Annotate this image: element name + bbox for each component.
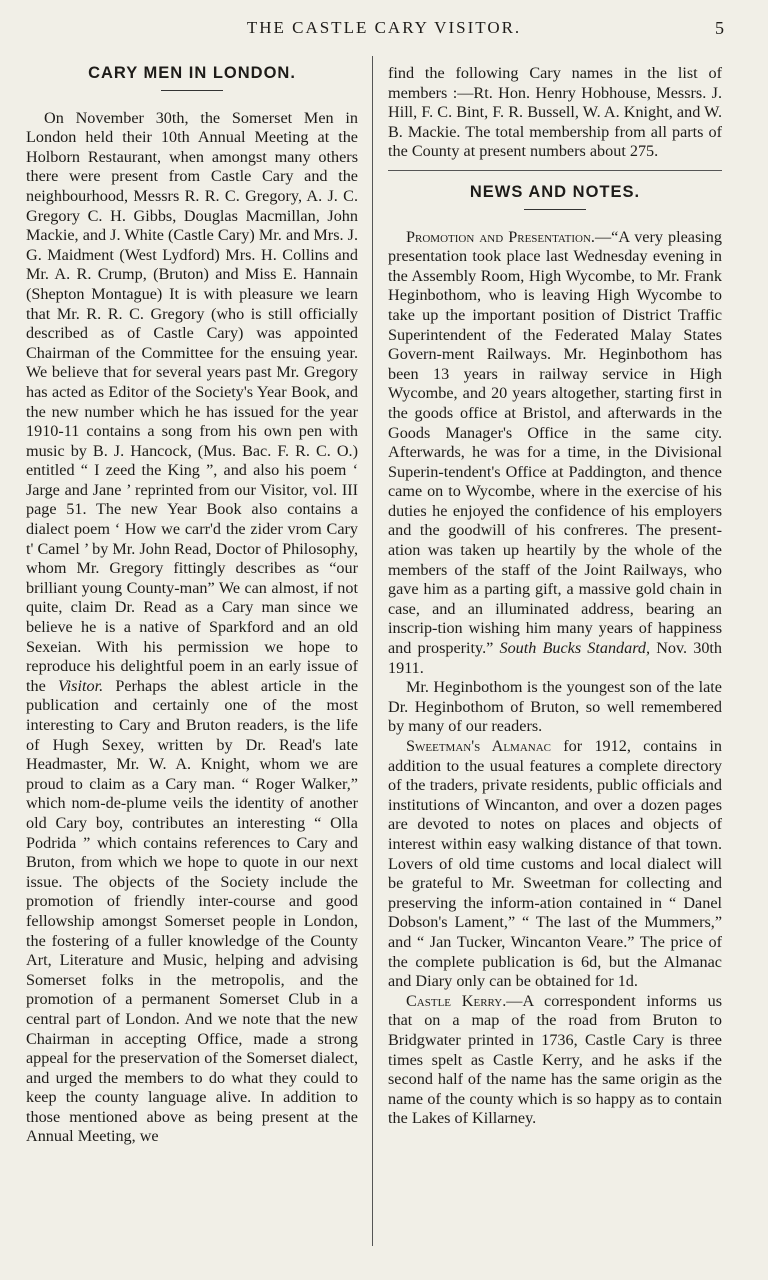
right-column bbox=[388, 64, 722, 1129]
heading-rule bbox=[161, 90, 223, 91]
news-item-heginbothom: Mr. Heginbothom is the youngest son of the late Dr. Heginbothom of Bruton, so well remembered by many of our readers. bbox=[388, 678, 722, 736]
running-title: THE CASTLE CARY VISITOR. bbox=[246, 18, 522, 37]
column-divider bbox=[372, 56, 373, 1246]
article-paragraph bbox=[26, 109, 358, 1147]
news-date: Nov. 30th 1911. bbox=[388, 639, 723, 677]
news-text: for 1912, contains in addition to the usual features a complete directory of the traders, private residents, public officials and institutions of Wincanton, and over a dozen pages are devoted to notes on places and objects of interest within easy walking distance of that town. Lovers of old time customs and local dialect will be grateful to Mr. Sweetman for collecting and preserving the inform-ation contained in “ Danel Dobson's Lament,” “ The last of the Mummers,” and “ Jan Tucker, Wincanton Veare.” The price of the complete publication is 6d, but the Almanac and Diary only can be obtained for 1d. bbox=[388, 737, 722, 991]
left-column bbox=[26, 62, 358, 1147]
section-rule bbox=[388, 170, 722, 171]
running-head bbox=[0, 14, 768, 44]
news-text: —“A very pleasing presentation took place last Wednesday evening in the Assembly Room, High Wycombe, to Mr. Frank Heginbothom, who is leaving High Wycombe to take up the important position of District Traffic Superintendent of the Federated Malay States Govern-ment Railways. Mr. Heginbothom has been 13 years in railway service in High Wycombe, and 20 years altogether, starting first in the goods office at Bristol, and afterwards in the Goods Manager's Office in the same city. Afterwards, he was for a time, in the Divisional Superin-tendent's Office at Paddington, and thence came on to Wycombe, where in the exercise of his duties he enjoyed the confidence of his employers and the goodwill of his confreres. The present-ation was taken up heartily by the whole of the members of the staff of the Joint Railways, who gave him as a parting gift, a massive gold chain in case, and an illuminated address, bearing an inscrip-tion wishing him many years of happiness and prosperity.” bbox=[388, 227, 722, 658]
news-lead: Castle Kerry. bbox=[406, 991, 507, 1010]
page-number: 5 bbox=[715, 18, 724, 38]
heading-rule bbox=[524, 209, 586, 210]
article-text-continued: Perhaps the ablest article in the publication and certainly one of the most interesting to Cary and Bruton readers, is the life of Hugh Sexey, written by Dr. Read's late Headmaster, Mr. W. A. Knight, whom we are proud to claim as a Cary man. “ Roger Walker,” which nom-de-plume veils the identity of another old Cary boy, contributes an interesting “ Olla Podrida ” which contains references to Cary and Bruton, from which we hope to quote in our next issue. The objects of the Society include the promotion of friendly inter-course and good fellowship amongst Somerset people in London, the fostering of a fuller knowledge of the County Art, Literature and Music, helping and advising Somerset folks in the metropolis, and the promotion of a permanent Somerset Club in a central part of London. And we note that the new Chairman in accepting Office, made a strong appeal for the preservation of the Somerset dialect, and urged the members to do what they could to keep the county language alive. In addition to those mentioned above as being present at the Annual Meeting, we bbox=[26, 676, 359, 1146]
news-item-promotion bbox=[388, 228, 722, 679]
visitor-title: Visitor. bbox=[58, 676, 104, 695]
news-source: South Bucks Standard, bbox=[499, 639, 651, 658]
article-text: On November 30th, the Somerset Men in London held their 10th Annual Meeting at the Holborn Restaurant, when amongst many others there were present from Castle Cary and the neighbourhood, Messrs R. R. C. Gregory, A. J. C. Gregory C. H. Gibbs, Douglas Macmillan, John Mackie, and J. White (Castle Cary) Mr. and Mrs. J. G. Maidment (West Lydford) Mrs. H. Collins and Mr. A. R. Crump, (Bruton) and Miss E. Hannain (Shepton Montague) It is with pleasure we learn that Mr. R. R. C. Gregory (who is still officially described as of Castle Cary) was appointed Chairman of the Committee for the ensuing year. We believe that for several years past Mr. Gregory has acted as Editor of the Society's Year Book, and the new number which he has issued for the year 1910-11 contains a song from his own pen with music by B. J. Hancock, (Mus. Bac. F. R. C. O.) entitled “ I zeed the King ”, and also his poem ‘ Jarge and Jane ’ reprinted from our Visitor, vol. III page 51. The new Year Book also contains a dialect poem ‘ How we carr'd the zider vrom Cary t' Camel ’ by Mr. John Read, Doctor of Philosophy, whom Mr. Gregory fittingly describes as “our brilliant young County-man” We can almost, if not quite, claim Dr. Read as a Cary man since we believe he is a native of Sparkford and an old Sexeian. With his permission we hope to reproduce his delightful poem in an early issue of the bbox=[26, 108, 358, 695]
continuation-paragraph: find the following Cary names in the list of members :—Rt. Hon. Henry Hobhouse, Messrs. J. Hill, F. C. Bint, F. R. Bussell, W. A. Knight, and W. B. Mackie. The total membership from all parts of the County at present numbers about 275. bbox=[388, 64, 722, 161]
news-lead: Promotion and Presentation. bbox=[406, 227, 595, 246]
article-heading-news: NEWS AND NOTES. bbox=[469, 182, 641, 201]
article-heading-cary-men: CARY MEN IN LONDON. bbox=[88, 64, 296, 82]
news-item-castle-kerry bbox=[388, 992, 722, 1129]
news-lead: Sweetman's Almanac bbox=[406, 737, 551, 755]
news-item-almanac bbox=[388, 737, 722, 992]
news-text: —A correspondent informs us that on a map of the road from Bruton to Bridgwater printed in 1736, Castle Cary is three times spelt as Castle Kerry, and he asks if the second half of the name has the same origin as the name of the county which is so happy as to contain the Lakes of Killarney. bbox=[388, 991, 723, 1128]
